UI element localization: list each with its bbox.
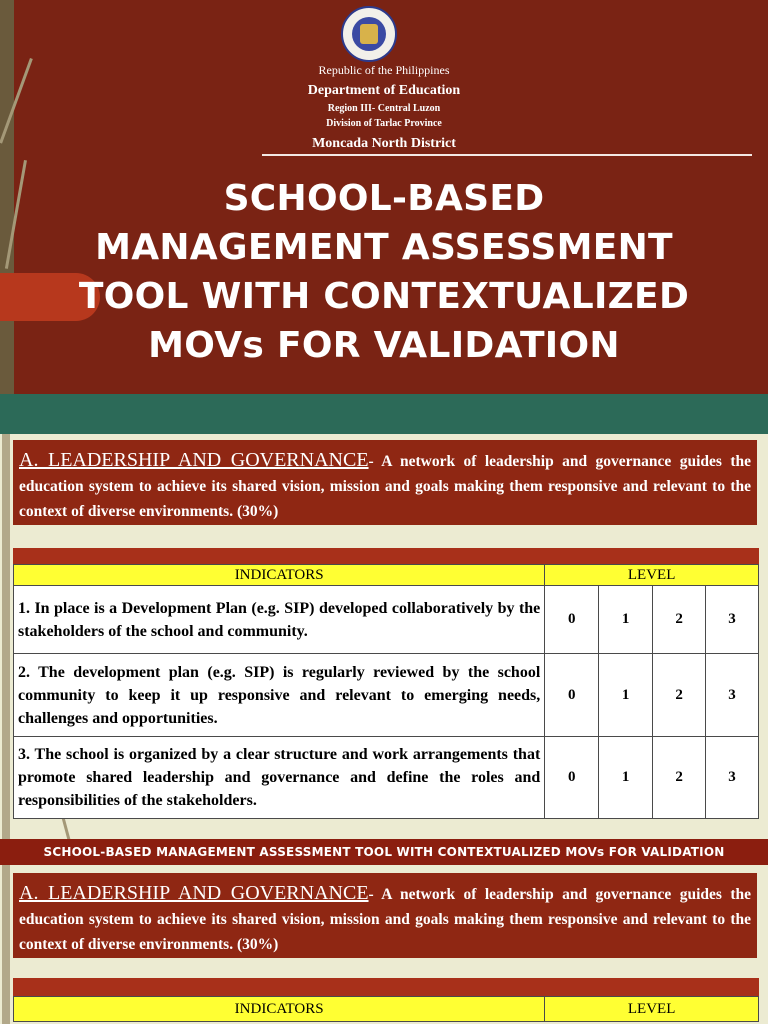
repeated-title-band: SCHOOL-BASED MANAGEMENT ASSESSMENT TOOL WITH CONTEXTUALIZED MOVs FOR VALIDATION <box>0 839 768 865</box>
department-line: Department of Education <box>307 83 461 98</box>
title-line-4: MOVs FOR VALIDATION <box>148 325 620 366</box>
indicator-row-1: 1. In place is a Development Plan (e.g. SIP) developed collaboratively by the stakeholders of the school and community. <box>14 586 545 654</box>
indicators-table <box>13 564 759 819</box>
level-option-1[interactable]: 1 <box>599 654 653 737</box>
section-description: - A network of leadership and governance guides the education system to achieve its shared vision, mission and goals making them responsive and relevant to the context of diverse environments. (30%) <box>19 886 751 953</box>
section-title: A. LEADERSHIP AND GOVERNANCE <box>19 882 369 904</box>
indicator-row-2: 2. The development plan (e.g. SIP) is regularly reviewed by the school community to keep it up responsive and relevant to emerging needs, challenges and opportunities. <box>14 654 545 737</box>
section-heading-1 <box>13 440 757 525</box>
level-option-0[interactable]: 0 <box>545 737 599 819</box>
title-line-2: MANAGEMENT ASSESSMENT <box>95 227 673 268</box>
district-line: Moncada North District <box>312 136 456 151</box>
level-option-1[interactable]: 1 <box>599 737 653 819</box>
level-option-3[interactable]: 3 <box>706 737 759 819</box>
level-option-2[interactable]: 2 <box>653 654 706 737</box>
table-top-bar <box>13 548 759 564</box>
level-option-0[interactable]: 0 <box>545 586 599 654</box>
division-line: Division of Tarlac Province <box>326 118 442 129</box>
indicators-header: INDICATORS <box>14 997 545 1022</box>
level-option-1[interactable]: 1 <box>599 586 653 654</box>
level-option-2[interactable]: 2 <box>653 737 706 819</box>
title-slide-header <box>0 0 768 394</box>
section-description: - A network of leadership and governance guides the education system to achieve its shared vision, mission and goals making them responsive and relevant to the context of diverse environments. (30%) <box>19 453 751 520</box>
republic-line: Republic of the Philippines <box>318 63 450 77</box>
indicators-header: INDICATORS <box>14 565 545 586</box>
level-header: LEVEL <box>545 565 759 586</box>
level-option-0[interactable]: 0 <box>545 654 599 737</box>
region-line: Region III- Central Luzon <box>327 103 441 114</box>
title-line-3: TOOL WITH CONTEXTUALIZED <box>78 276 690 317</box>
indicators-table-2 <box>13 996 759 1022</box>
header-divider <box>262 154 752 156</box>
section-heading-2 <box>13 873 757 958</box>
page-title <box>30 174 738 370</box>
level-option-3[interactable]: 3 <box>706 654 759 737</box>
level-header: LEVEL <box>545 997 759 1022</box>
table-top-bar <box>13 978 759 996</box>
level-option-2[interactable]: 2 <box>653 586 706 654</box>
plant-stem-decoration <box>2 434 10 1024</box>
section-title: A. LEADERSHIP AND GOVERNANCE <box>19 449 369 471</box>
title-line-1: SCHOOL-BASED <box>223 178 545 219</box>
indicator-row-3: 3. The school is organized by a clear structure and work arrangements that promote shared leadership and governance and define the roles and responsibilities of the stakeholders. <box>14 737 545 819</box>
green-separator-band <box>0 394 768 434</box>
left-edge-decoration <box>0 0 14 394</box>
level-option-3[interactable]: 3 <box>706 586 759 654</box>
deped-seal-icon <box>341 6 397 62</box>
